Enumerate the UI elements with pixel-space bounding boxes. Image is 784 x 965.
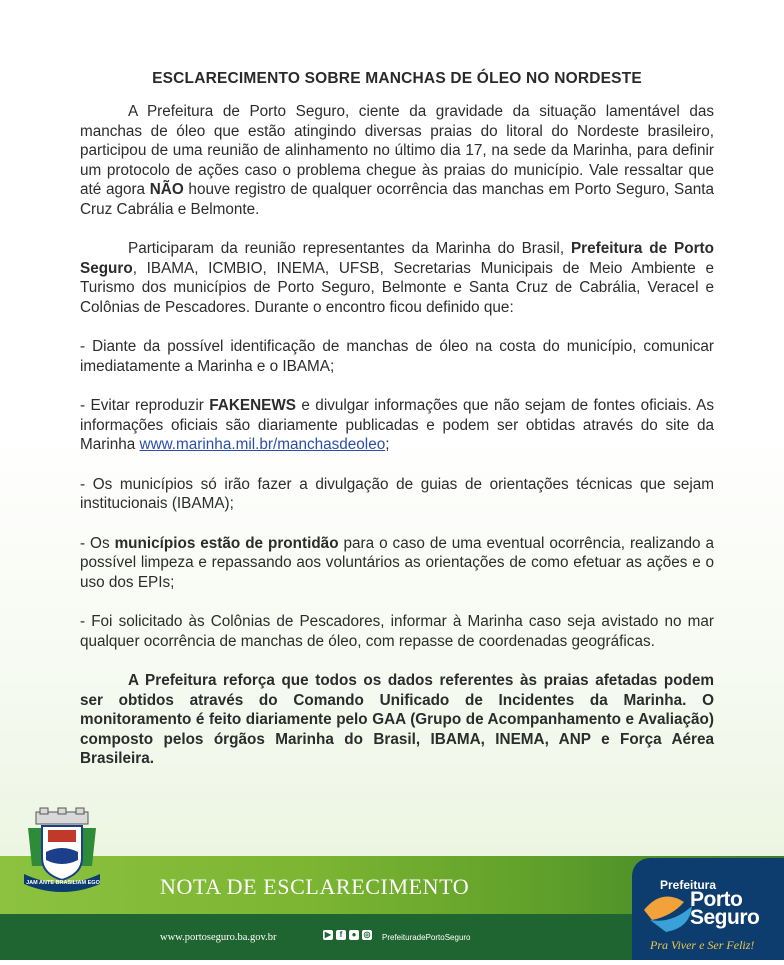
paragraph-closing: A Prefeitura reforça que todos os dados referentes às praias afetadas podem ser obtidos através do Comando Unificado de Incidentes da Marinha. O monitoramento é feito diariamente pelo GAA (Grupo de Acompanhamento e Avaliação) composto pelos órgãos Marinha do Brasil, IBAMA, INEMA, ANP e Força Aérea Brasileira. — [80, 672, 714, 767]
instagram-icon[interactable]: ◎ — [363, 930, 371, 939]
intro-text-c: houve registro de qualquer ocorrência das manchas em Porto Seguro, Santa Cruz Cabrália e Belmonte. — [80, 181, 714, 218]
readiness-text-a: - Os — [80, 534, 115, 552]
youtube-icon[interactable]: ▶ — [324, 930, 332, 939]
crest-motto: JAM ANTE BRASILIAM EGO — [26, 880, 100, 886]
social-handle: PrefeituradePortoSeguro — [382, 933, 471, 942]
participants-emphasis: Prefeitura de Porto Seguro — [80, 240, 714, 277]
participants-text-a: Participaram da reunião representantes da Marinha do Brasil, — [128, 240, 571, 257]
logo-name-line1: Porto — [690, 888, 743, 911]
document-body — [80, 70, 714, 789]
facebook-icon[interactable]: f — [336, 930, 346, 940]
flickr-icon[interactable]: ● — [349, 930, 359, 940]
list-item-readiness — [80, 534, 714, 593]
fakenews-text-c: e divulgar informações que não sejam de fontes oficiais. As informações oficiais são diariamente publicadas e podem ser obtidas através do site da Marinha — [80, 397, 715, 453]
social-icons — [323, 930, 372, 940]
marinha-link[interactable]: www.marinha.mil.br/manchasdeoleo — [139, 436, 386, 453]
paragraph-participants — [80, 239, 714, 317]
list-item: - Os municípios só irão fazer a divulgação de guias de orientações técnicas que sejam institucionais (IBAMA); — [80, 475, 714, 512]
logo-slogan: Pra Viver e Ser Feliz! — [650, 938, 755, 952]
logo-prefix: Prefeitura — [660, 878, 717, 892]
fakenews-emphasis: FAKENEWS — [209, 397, 296, 414]
list-item: - Diante da possível identificação de manchas de óleo na costa do município, comunicar imediatamente a Marinha e o IBAMA; — [80, 338, 714, 375]
paragraph-intro — [80, 102, 714, 219]
readiness-text-c: para o caso de uma eventual ocorrência, realizando a possível limpeza e repassando aos voluntários as orientações de como efetuar as ações e o uso dos EPIs; — [80, 534, 714, 591]
fakenews-text-d: ; — [385, 436, 390, 453]
list-item: - Foi solicitado às Colônias de Pescadores, informar à Marinha caso seja avistado no mar qualquer ocorrência de manchas de óleo, com repasse de coordenadas geográficas. — [80, 613, 714, 650]
page-title: ESCLARECIMENTO SOBRE MANCHAS DE ÓLEO NO NORDESTE — [152, 70, 642, 87]
footer-banner-title: NOTA DE ESCLARECIMENTO — [160, 874, 470, 899]
website-link[interactable]: www.portoseguro.ba.gov.br — [160, 932, 277, 943]
logo-name-line2: Seguro — [690, 906, 760, 929]
readiness-emphasis: municípios estão de prontidão — [114, 534, 339, 552]
fakenews-text-a: - Evitar reproduzir — [80, 397, 210, 414]
intro-text-a: A Prefeitura de Porto Seguro, ciente da gravidade da situação lamentável das manchas de óleo que estão atingindo diversas praias do litoral do Nordeste brasileiro, participou de uma reunião de alinhamento no último dia 17, na sede da Marinha, para definir um protocolo de ações caso o problema chegue às praias do município. Vale ressaltar que até agora — [80, 103, 714, 198]
intro-emphasis: NÃO — [149, 181, 184, 198]
list-item-fakenews — [80, 396, 714, 455]
logo-name — [690, 888, 760, 929]
participants-text-c: , IBAMA, ICMBIO, INEMA, UFSB, Secretarias Municipais de Meio Ambiente e Turismo dos municípios de Porto Seguro, Belmonte e Santa Cruz de Cabrália, Veracel e Colônias de Pescadores. Durante o encontro ficou definido que: — [80, 259, 714, 316]
